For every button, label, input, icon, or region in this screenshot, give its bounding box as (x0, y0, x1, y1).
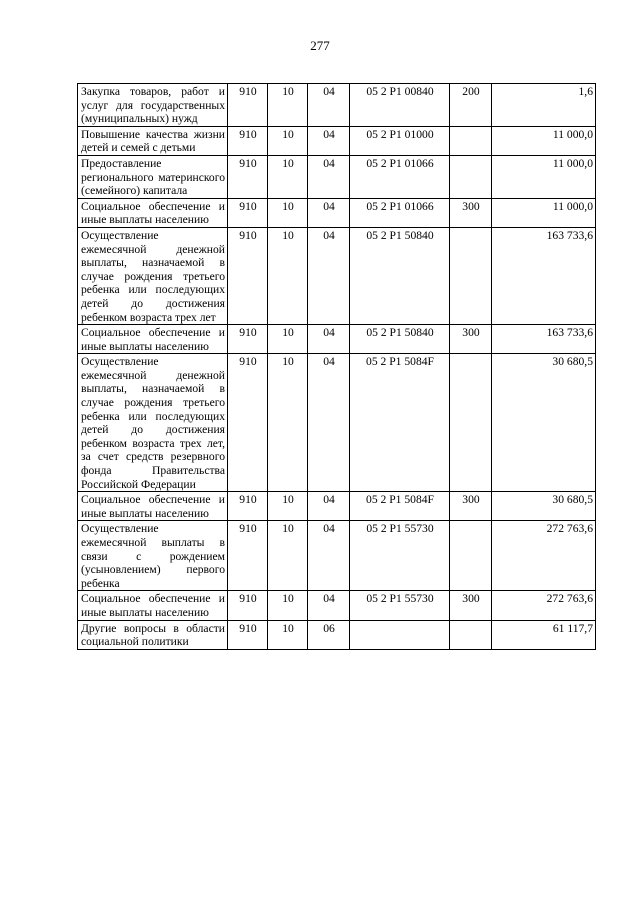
target-article-code: 05 2 Р1 00840 (350, 84, 450, 127)
target-article-code: 05 2 Р1 01066 (350, 198, 450, 227)
item-name: Повышение качества жизни детей и семей с детьми (78, 126, 228, 155)
grbs-code: 910 (228, 521, 268, 591)
target-article-code: 05 2 Р1 5084F (350, 492, 450, 521)
subsection-code: 04 (308, 325, 350, 354)
item-name: Закупка товаров, работ и услуг для государственных (муниципальных) нужд (78, 84, 228, 127)
grbs-code: 910 (228, 620, 268, 649)
table-row (78, 84, 596, 127)
section-code: 10 (268, 126, 308, 155)
table-row (78, 227, 596, 324)
grbs-code: 910 (228, 492, 268, 521)
grbs-code: 910 (228, 354, 268, 492)
expense-type-code: 300 (450, 591, 492, 620)
amount: 61 117,7 (492, 620, 596, 649)
target-article-code: 05 2 Р1 01066 (350, 155, 450, 198)
section-code: 10 (268, 84, 308, 127)
item-name: Осуществление ежемесячной денежной выплаты, назначаемой в случае рождения третьего ребенка или последующих детей до достижения ребенком возраста трех лет, за счет средств резервного фонда Правительства Российской Федерации (78, 354, 228, 492)
expense-type-code (450, 354, 492, 492)
expense-type-code (450, 620, 492, 649)
table-row (78, 591, 596, 620)
subsection-code: 04 (308, 227, 350, 324)
item-name: Другие вопросы в области социальной политики (78, 620, 228, 649)
target-article-code (350, 620, 450, 649)
table-row (78, 325, 596, 354)
amount: 272 763,6 (492, 591, 596, 620)
item-name: Осуществление ежемесячной выплаты в связи с рождением (усыновлением) первого ребенка (78, 521, 228, 591)
expense-type-code (450, 155, 492, 198)
subsection-code: 04 (308, 198, 350, 227)
item-name: Социальное обеспечение и иные выплаты населению (78, 198, 228, 227)
section-code: 10 (268, 227, 308, 324)
section-code: 10 (268, 325, 308, 354)
expense-type-code: 300 (450, 325, 492, 354)
amount: 30 680,5 (492, 492, 596, 521)
table-row (78, 521, 596, 591)
table-row (78, 620, 596, 649)
subsection-code: 04 (308, 521, 350, 591)
grbs-code: 910 (228, 591, 268, 620)
amount: 11 000,0 (492, 198, 596, 227)
item-name: Социальное обеспечение и иные выплаты населению (78, 492, 228, 521)
subsection-code: 04 (308, 354, 350, 492)
item-name: Осуществление ежемесячной денежной выплаты, назначаемой в случае рождения третьего ребенка или последующих детей до достижения ребенком возраста трех лет (78, 227, 228, 324)
section-code: 10 (268, 521, 308, 591)
amount: 163 733,6 (492, 325, 596, 354)
amount: 30 680,5 (492, 354, 596, 492)
expense-type-code: 300 (450, 198, 492, 227)
target-article-code: 05 2 Р1 55730 (350, 521, 450, 591)
grbs-code: 910 (228, 325, 268, 354)
amount: 272 763,6 (492, 521, 596, 591)
target-article-code: 05 2 Р1 50840 (350, 227, 450, 324)
amount: 1,6 (492, 84, 596, 127)
expense-type-code (450, 521, 492, 591)
grbs-code: 910 (228, 198, 268, 227)
item-name: Социальное обеспечение и иные выплаты населению (78, 591, 228, 620)
table-row (78, 198, 596, 227)
subsection-code: 06 (308, 620, 350, 649)
expense-type-code: 200 (450, 84, 492, 127)
section-code: 10 (268, 492, 308, 521)
page-number: 277 (310, 38, 330, 53)
subsection-code: 04 (308, 155, 350, 198)
grbs-code: 910 (228, 155, 268, 198)
target-article-code: 05 2 Р1 5084F (350, 354, 450, 492)
subsection-code: 04 (308, 591, 350, 620)
budget-table (77, 83, 596, 650)
expense-type-code (450, 227, 492, 324)
section-code: 10 (268, 620, 308, 649)
table-row (78, 354, 596, 492)
grbs-code: 910 (228, 84, 268, 127)
subsection-code: 04 (308, 126, 350, 155)
amount: 11 000,0 (492, 155, 596, 198)
amount: 163 733,6 (492, 227, 596, 324)
item-name: Предоставление регионального материнского (семейного) капитала (78, 155, 228, 198)
grbs-code: 910 (228, 126, 268, 155)
target-article-code: 05 2 Р1 50840 (350, 325, 450, 354)
grbs-code: 910 (228, 227, 268, 324)
table-row (78, 126, 596, 155)
section-code: 10 (268, 354, 308, 492)
subsection-code: 04 (308, 84, 350, 127)
table-row (78, 492, 596, 521)
item-name: Социальное обеспечение и иные выплаты населению (78, 325, 228, 354)
section-code: 10 (268, 155, 308, 198)
section-code: 10 (268, 198, 308, 227)
expense-type-code: 300 (450, 492, 492, 521)
expense-type-code (450, 126, 492, 155)
section-code: 10 (268, 591, 308, 620)
table-row (78, 155, 596, 198)
target-article-code: 05 2 Р1 01000 (350, 126, 450, 155)
amount: 11 000,0 (492, 126, 596, 155)
subsection-code: 04 (308, 492, 350, 521)
target-article-code: 05 2 Р1 55730 (350, 591, 450, 620)
